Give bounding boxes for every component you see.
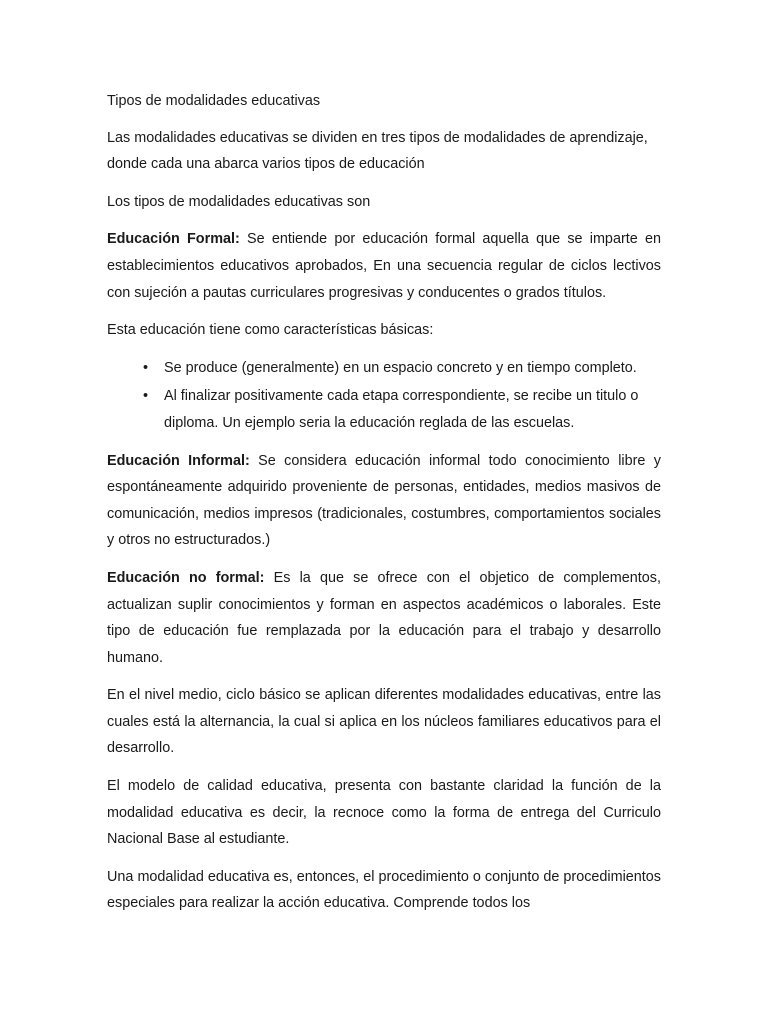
bullet-icon: • [143,388,149,405]
informal-education-paragraph [107,448,661,554]
informal-education-text: Se considera educación informal todo conocimiento libre y espontáneamente adquirido proveniente de personas, entidades, medios masivos de comunicación, medios impresos (tradicionales, costumbres, comportamientos sociales y otros no estructurados.) [107,452,662,549]
list-item [107,383,661,436]
non-formal-education-paragraph [107,565,661,671]
intro-paragraph: Las modalidades educativas se dividen en tres tipos de modalidades de aprendizaje, donde cada una abarca varios tipos de educación [107,129,648,173]
formal-education-paragraph [107,226,661,306]
list-item-text: Al finalizar positivamente cada etapa correspondiente, se recibe un titulo o diploma. Un ejemplo seria la educación reglada de las escuelas. [164,388,639,431]
formal-education-term: Educación Formal: [107,231,240,248]
non-formal-education-term: Educación no formal: [107,569,265,586]
formal-education-text: Se entiende por educación formal aquella que se imparte en establecimientos educativos aprobados, En una secuencia regular de ciclos lectivos con sujeción a pautas curriculares progresivas y conducentes o grados títulos. [107,231,661,301]
document-title: Tipos de modalidades educativas [107,93,321,109]
informal-education-term: Educación Informal: [107,452,250,469]
characteristics-intro: Esta educación tiene como características básicas: [107,322,434,339]
list-item-text: Se produce (generalmente) en un espacio concreto y en tiempo completo. [164,359,637,376]
list-intro-paragraph: Los tipos de modalidades educativas son [107,193,371,210]
quality-model-paragraph: El modelo de calidad educativa, presenta con bastante claridad la función de la modalidad educativa es decir, la recnoce como la forma de entrega del Curriculo Nacional Base al estudiante. [107,778,661,848]
non-formal-education-text: Es la que se ofrece con el objetico de complementos, actualizan suplir conocimientos y forman en aspectos académicos o laborales. Este tipo de educación fue remplazada por la educación para el trabajo y desarrollo humano. [107,569,661,666]
modality-definition-paragraph: Una modalidad educativa es, entonces, el procedimiento o conjunto de procedimientos especiales para realizar la acción educativa. Comprende todos los [107,868,661,912]
bullet-icon: • [143,359,149,376]
nivel-medio-paragraph: En el nivel medio, ciclo básico se aplican diferentes modalidades educativas, entre las cuales está la alternancia, la cual si aplica en los núcleos familiares educativos para el desarrollo. [107,687,661,757]
characteristics-list [107,355,661,437]
list-item [107,355,661,382]
